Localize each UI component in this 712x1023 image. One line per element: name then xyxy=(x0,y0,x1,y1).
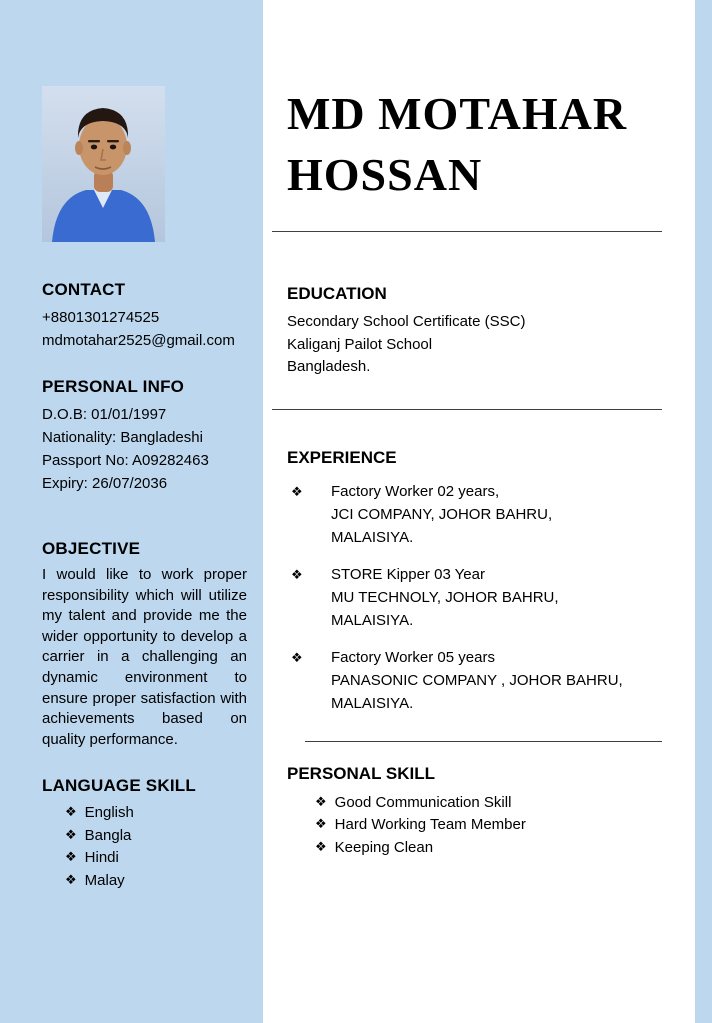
divider-under-education xyxy=(272,409,662,410)
diamond-bullet-icon: ❖ xyxy=(65,804,77,820)
personal-skill-item xyxy=(315,814,662,837)
objective-section xyxy=(42,539,247,750)
name-line-2: HOSSAN xyxy=(287,148,483,200)
diamond-bullet-icon: ❖ xyxy=(291,649,303,665)
diamond-bullet-icon: ❖ xyxy=(315,816,327,832)
experience-role: Factory Worker 05 years xyxy=(331,648,495,666)
experience-heading: EXPERIENCE xyxy=(287,447,397,467)
experience-item xyxy=(287,563,662,632)
diamond-bullet-icon: ❖ xyxy=(315,838,327,854)
language-skill-heading: LANGUAGE SKILL xyxy=(42,776,196,796)
divider-under-name xyxy=(272,231,662,232)
experience-company: PANASONIC COMPANY , JOHOR BAHRU, MALAISIYA. xyxy=(331,671,623,712)
personal-skill-heading: PERSONAL SKILL xyxy=(287,763,435,783)
experience-company: MU TECHNOLY, JOHOR BAHRU, MALAISIYA. xyxy=(331,588,559,629)
portrait-illustration xyxy=(42,86,165,242)
personal-skill-label: Keeping Clean xyxy=(334,838,434,856)
name-heading xyxy=(287,84,662,205)
education-line: Bangladesh. xyxy=(287,358,371,376)
education-line: Secondary School Certificate (SSC) xyxy=(287,313,526,331)
experience-company: JCI COMPANY, JOHOR BAHRU, MALAISIYA. xyxy=(331,505,553,546)
photo xyxy=(42,86,165,242)
experience-role: STORE Kipper 03 Year xyxy=(331,565,485,583)
contact-section xyxy=(42,280,247,352)
diamond-bullet-icon: ❖ xyxy=(65,871,77,887)
experience-role: Factory Worker 02 years, xyxy=(331,482,500,500)
right-edge-strip xyxy=(695,0,712,1023)
personal-info-dob: D.O.B: 01/01/1997 xyxy=(42,406,167,423)
contact-heading: CONTACT xyxy=(42,280,126,299)
language-item xyxy=(65,802,247,825)
name-line-1: MD MOTAHAR xyxy=(287,88,628,139)
education-heading: EDUCATION xyxy=(287,284,387,304)
language-label: Malay xyxy=(84,871,125,889)
sidebar xyxy=(0,0,263,1023)
education-section xyxy=(287,284,662,379)
language-label: English xyxy=(84,804,134,822)
personal-info-passport: Passport No: A09282463 xyxy=(42,452,209,469)
language-item xyxy=(65,825,247,848)
diamond-bullet-icon: ❖ xyxy=(65,849,77,865)
personal-skill-section xyxy=(287,764,662,860)
personal-skill-label: Good Communication Skill xyxy=(334,793,512,811)
contact-phone: +8801301274525 xyxy=(42,309,160,326)
objective-heading: OBJECTIVE xyxy=(42,539,141,558)
personal-skill-item xyxy=(315,837,662,860)
personal-info-section xyxy=(42,377,247,495)
language-label: Hindi xyxy=(84,849,119,867)
language-item xyxy=(65,870,247,893)
language-item xyxy=(65,847,247,870)
objective-text: I would like to work proper responsibility which will utilize my talent and provide me the wider opportunity to develop a carrier in a challenging an dynamic environment to ensure proper satisfaction with achievements based on quality performance. xyxy=(42,566,247,748)
diamond-bullet-icon: ❖ xyxy=(291,566,303,582)
experience-item xyxy=(287,480,662,549)
personal-info-heading: PERSONAL INFO xyxy=(42,377,185,396)
personal-skill-label: Hard Working Team Member xyxy=(334,816,526,834)
personal-info-nationality: Nationality: Bangladeshi xyxy=(42,429,203,446)
diamond-bullet-icon: ❖ xyxy=(315,793,327,809)
education-line: Kaliganj Pailot School xyxy=(287,335,433,353)
experience-section xyxy=(287,448,662,715)
diamond-bullet-icon: ❖ xyxy=(291,483,303,499)
personal-skill-item xyxy=(315,792,662,815)
language-skill-section xyxy=(42,776,247,892)
contact-email: mdmotahar2525@gmail.com xyxy=(42,332,235,349)
main-content xyxy=(263,0,695,1023)
personal-info-expiry: Expiry: 26/07/2036 xyxy=(42,475,168,492)
diamond-bullet-icon: ❖ xyxy=(65,826,77,842)
divider-under-experience xyxy=(305,741,662,742)
language-label: Bangla xyxy=(84,826,132,844)
experience-item xyxy=(287,646,662,715)
